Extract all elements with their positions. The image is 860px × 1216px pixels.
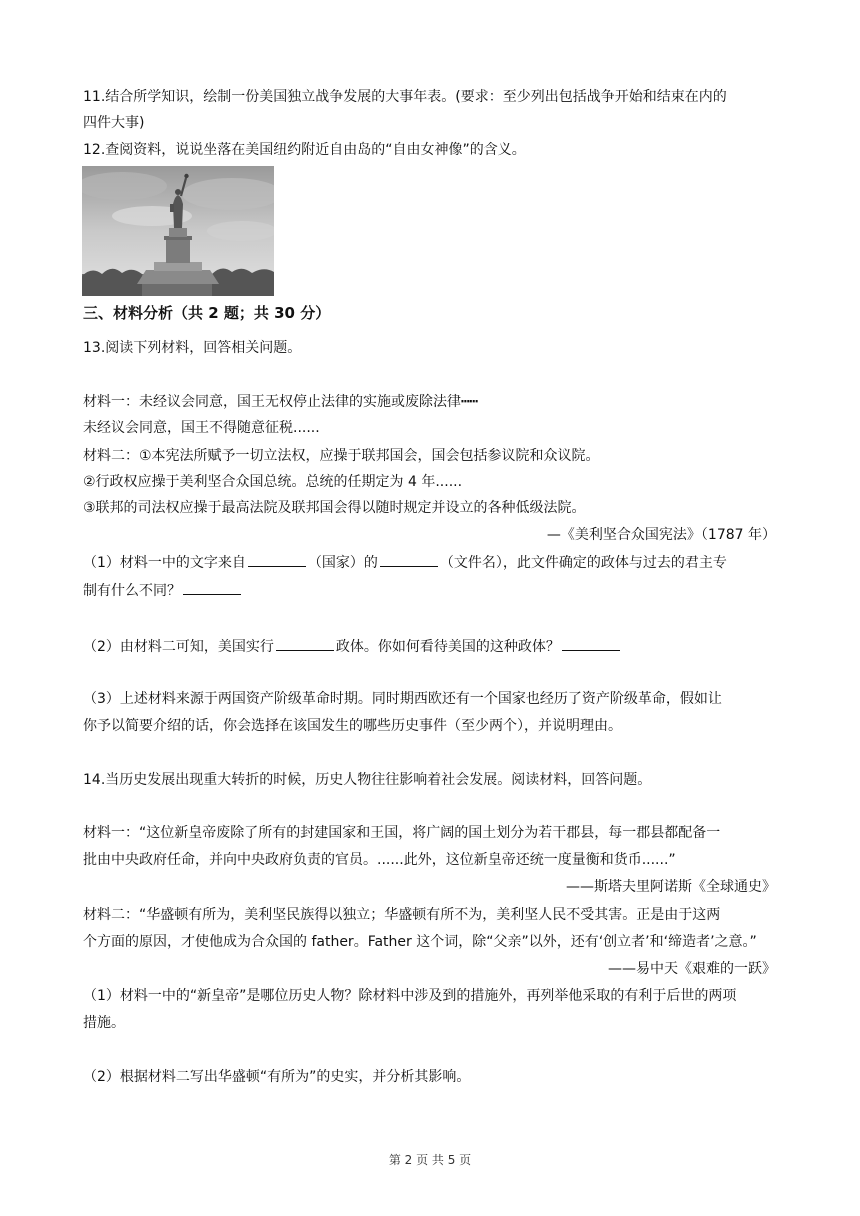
q14-material-1-line-2: 批由中央政府任命，并向中央政府负责的官员。......此外，这位新皇帝还统一度量衡和货币......” <box>83 852 676 868</box>
q13-material-1-line-1: 材料一：未经议会同意，国王无权停止法律的实施或废除法律┅┅ <box>83 394 478 410</box>
q13-material-2-line-2: ②行政权应操于美利坚合众国总统。总统的任期定为 4 年...... <box>83 474 463 490</box>
q13-part-1-line-2 <box>83 580 243 601</box>
q14-intro: 14.当历史发展出现重大转折的时候，历史人物往往影响着社会发展。阅读材料，回答问题。 <box>83 772 652 788</box>
q13-part-3-line-1: （3）上述材料来源于两国资产阶级革命时期。同时期西欧还有一个国家也经历了资产阶级革命，假如让 <box>83 691 722 707</box>
section-3-heading: 三、材料分析（共 2 题；共 30 分） <box>83 304 331 322</box>
q13-material-2-line-1: 材料二：①本宪法所赋予一切立法权，应操于联邦国会，国会包括参议院和众议院。 <box>83 448 600 464</box>
q14-material-2-line-2: 个方面的原因，才使他成为合众国的 father。Father 这个词，除“父亲”以外，还有‘创立者’和‘缔造者’之意。” <box>83 934 757 950</box>
statue-of-liberty-photo <box>82 166 274 296</box>
q14-material-2-line-1: 材料二：“华盛顿有所为，美利坚民族得以独立；华盛顿有所不为，美利坚人民不受其害。正是由于这两 <box>83 907 721 923</box>
q13-part-1-text-d: 制有什么不同？ <box>83 583 181 599</box>
q11-line-2: 四件大事) <box>83 115 145 131</box>
q13-part-1-text-b: （国家）的 <box>307 555 378 571</box>
q14-part-1-line-2: 措施。 <box>83 1015 125 1031</box>
q13-material-1-line-2: 未经议会同意，国王不得随意征税...... <box>83 420 320 436</box>
q13-part-2-text-b: 政体。你如何看待美国的这种政体？ <box>335 639 560 655</box>
answer-blank-document[interactable] <box>380 552 438 567</box>
q13-material-2-line-3: ③联邦的司法权应操于最高法院及联邦国会得以随时规定并设立的各种低级法院。 <box>83 500 586 516</box>
answer-blank-country[interactable] <box>248 552 306 567</box>
q14-material-2-source: ——易中天《艰难的一跃》 <box>608 961 776 977</box>
q13-part-2-line <box>83 636 622 657</box>
q14-material-1-line-1: 材料一：“这位新皇帝废除了所有的封建国家和王国，将广阔的国土划分为若干郡县，每一郡县都配备一 <box>83 825 721 841</box>
q14-part-1-line-1: （1）材料一中的“新皇帝”是哪位历史人物？除材料中涉及到的措施外，再列举他采取的有利于后世的两项 <box>83 988 737 1004</box>
q13-part-2-text-a: （2）由材料二可知，美国实行 <box>83 639 274 655</box>
q12-line-1: 12.查阅资料，说说坐落在美国纽约附近自由岛的“自由女神像”的含义。 <box>83 142 526 158</box>
q13-material-2-source: —《美利坚合众国宪法》（1787 年） <box>546 527 776 543</box>
q14-part-2-line-1: （2）根据材料二写出华盛顿“有所为”的史实，并分析其影响。 <box>83 1069 471 1085</box>
q13-part-3-line-2: 你予以简要介绍的话，你会选择在该国发生的哪些历史事件（至少两个），并说明理由。 <box>83 718 622 734</box>
answer-blank-opinion[interactable] <box>562 636 620 651</box>
q11-line-1: 11.结合所学知识，绘制一份美国独立战争发展的大事年表。(要求：至少列出包括战争开始和结束在内的 <box>83 89 727 105</box>
page-number-footer: 第 2 页 共 5 页 <box>388 1153 472 1167</box>
q14-material-1-source: ——斯塔夫里阿诺斯《全球通史》 <box>566 879 776 895</box>
q13-part-1-text-a: （1）材料一中的文字来自 <box>83 555 246 571</box>
q13-part-1-text-c: （文件名），此文件确定的政体与过去的君主专 <box>439 555 727 571</box>
q13-intro: 13.阅读下列材料，回答相关问题。 <box>83 340 302 356</box>
answer-blank-polity[interactable] <box>276 636 334 651</box>
q13-part-1-line-1 <box>83 552 727 573</box>
answer-blank-difference[interactable] <box>183 580 241 595</box>
